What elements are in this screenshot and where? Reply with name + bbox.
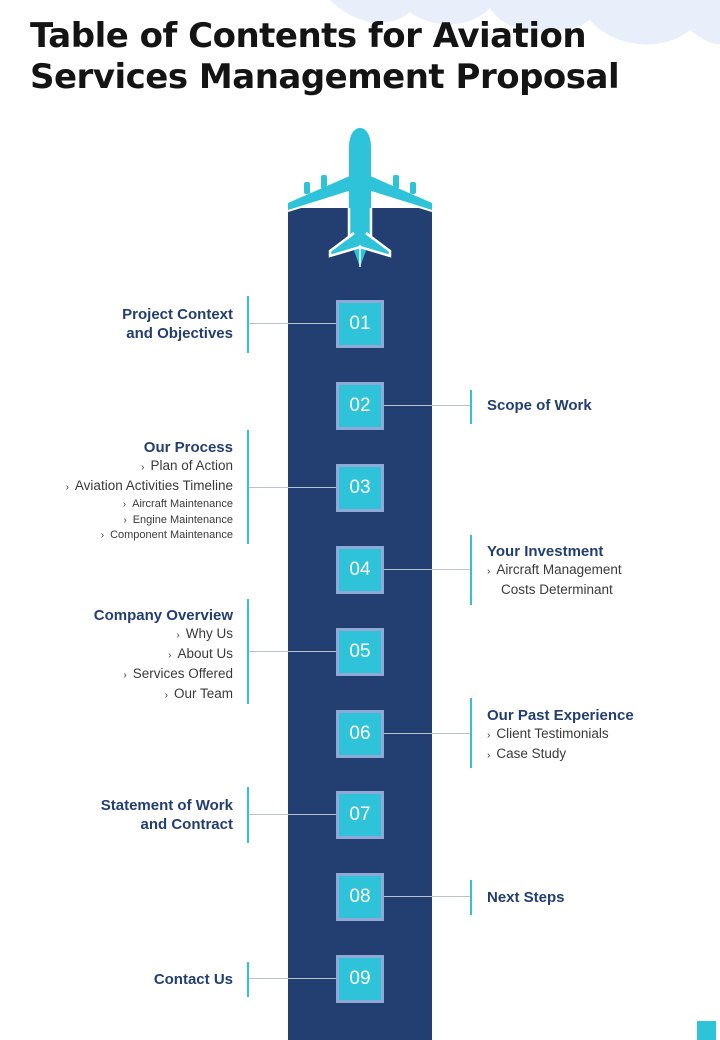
toc-entry-09[interactable] xyxy=(154,970,233,989)
section-subitem[interactable] xyxy=(66,457,233,477)
section-heading[interactable]: Your Investment xyxy=(487,543,604,560)
subitem-label: Component Maintenance xyxy=(110,529,233,541)
section-subitem[interactable] xyxy=(94,645,233,665)
section-subitem[interactable] xyxy=(66,497,233,513)
section-subitem[interactable] xyxy=(66,528,233,544)
subitem-label: Engine Maintenance xyxy=(132,513,233,526)
subitem-label: Aircraft Maintenance xyxy=(132,498,233,510)
subitem-label: Aviation Activities Timeline xyxy=(74,478,233,493)
toc-entry-06[interactable] xyxy=(487,706,634,765)
section-number-badge-07[interactable]: 07 xyxy=(336,791,384,839)
section-heading[interactable]: Project Context xyxy=(122,306,233,323)
chevron-right-icon: › xyxy=(123,670,127,681)
toc-entry-05[interactable] xyxy=(94,606,233,705)
section-number-badge-05[interactable]: 05 xyxy=(336,628,384,676)
connector-line-03 xyxy=(249,487,336,488)
chevron-right-icon: › xyxy=(164,690,168,701)
toc-entry-03[interactable] xyxy=(66,438,233,544)
chevron-right-icon: › xyxy=(487,566,491,577)
section-heading[interactable]: Our Past Experience xyxy=(487,707,634,724)
connector-line-07 xyxy=(249,814,336,815)
subitem-label: About Us xyxy=(177,646,233,661)
section-number-badge-02[interactable]: 02 xyxy=(336,382,384,430)
chevron-right-icon: › xyxy=(122,499,127,510)
section-subitem[interactable] xyxy=(94,625,233,645)
subitem-label: Aircraft Management xyxy=(496,562,622,577)
subitem-label: Plan of Action xyxy=(150,458,233,473)
connector-line-09 xyxy=(249,978,336,979)
connector-line-05 xyxy=(249,651,336,652)
toc-entry-07[interactable] xyxy=(101,796,233,834)
connector-line-01 xyxy=(249,323,336,324)
section-heading[interactable]: Scope of Work xyxy=(487,397,592,414)
section-subitem[interactable] xyxy=(487,745,634,765)
section-heading[interactable]: Contact Us xyxy=(153,971,233,988)
section-accent-bar-06 xyxy=(470,698,472,768)
toc-entry-02[interactable] xyxy=(487,396,592,415)
section-accent-bar-08 xyxy=(470,880,472,915)
section-heading[interactable]: Statement of Work xyxy=(100,797,233,814)
toc-entry-08[interactable] xyxy=(487,888,565,907)
subitem-label: Services Offered xyxy=(132,666,233,681)
section-subitem[interactable] xyxy=(94,685,233,705)
connector-line-02 xyxy=(384,405,471,406)
corner-accent xyxy=(697,1021,716,1040)
chevron-right-icon: › xyxy=(100,530,105,541)
chevron-right-icon: › xyxy=(141,462,145,473)
airplane-icon xyxy=(288,125,432,270)
subitem-label: Our Team xyxy=(173,686,233,701)
section-number-badge-01[interactable]: 01 xyxy=(336,300,384,348)
subitem-label: Costs Determinant xyxy=(501,582,613,597)
section-accent-bar-04 xyxy=(470,535,472,605)
connector-line-08 xyxy=(384,896,471,897)
section-number-badge-06[interactable]: 06 xyxy=(336,710,384,758)
section-subitem[interactable] xyxy=(487,561,622,581)
section-number-badge-09[interactable]: 09 xyxy=(336,955,384,1003)
section-subitem[interactable] xyxy=(66,513,233,529)
chevron-right-icon: › xyxy=(487,730,491,741)
section-accent-bar-03 xyxy=(247,430,249,544)
subitem-label: Why Us xyxy=(185,626,233,641)
chevron-right-icon: › xyxy=(168,650,172,661)
section-accent-bar-07 xyxy=(247,787,249,843)
section-number-badge-08[interactable]: 08 xyxy=(336,873,384,921)
section-accent-bar-02 xyxy=(470,390,472,424)
connector-line-04 xyxy=(384,569,471,570)
section-accent-bar-09 xyxy=(247,962,249,997)
connector-line-06 xyxy=(384,733,471,734)
section-accent-bar-01 xyxy=(247,296,249,353)
page-title: Table of Contents for Aviation Services Management Proposal xyxy=(30,16,620,97)
section-heading[interactable]: Company Overview xyxy=(93,607,233,624)
section-accent-bar-05 xyxy=(247,599,249,704)
chevron-right-icon: › xyxy=(487,750,491,761)
subitem-label: Case Study xyxy=(496,746,567,761)
chevron-right-icon: › xyxy=(65,482,69,493)
section-number-badge-04[interactable]: 04 xyxy=(336,546,384,594)
subitem-label: Client Testimonials xyxy=(496,726,609,741)
toc-entry-01[interactable] xyxy=(122,305,233,343)
section-heading[interactable]: Next Steps xyxy=(487,889,565,906)
section-subitem[interactable] xyxy=(487,725,634,745)
section-subitem[interactable] xyxy=(66,477,233,497)
section-subitem[interactable] xyxy=(487,581,622,599)
section-heading[interactable]: and Contract xyxy=(140,816,233,833)
section-subitem[interactable] xyxy=(94,665,233,685)
section-heading[interactable]: Our Process xyxy=(143,439,233,456)
chevron-right-icon: › xyxy=(176,630,180,641)
chevron-right-icon: › xyxy=(123,514,127,526)
toc-entry-04[interactable] xyxy=(487,542,622,599)
section-number-badge-03[interactable]: 03 xyxy=(336,464,384,512)
section-heading[interactable]: and Objectives xyxy=(126,325,233,342)
